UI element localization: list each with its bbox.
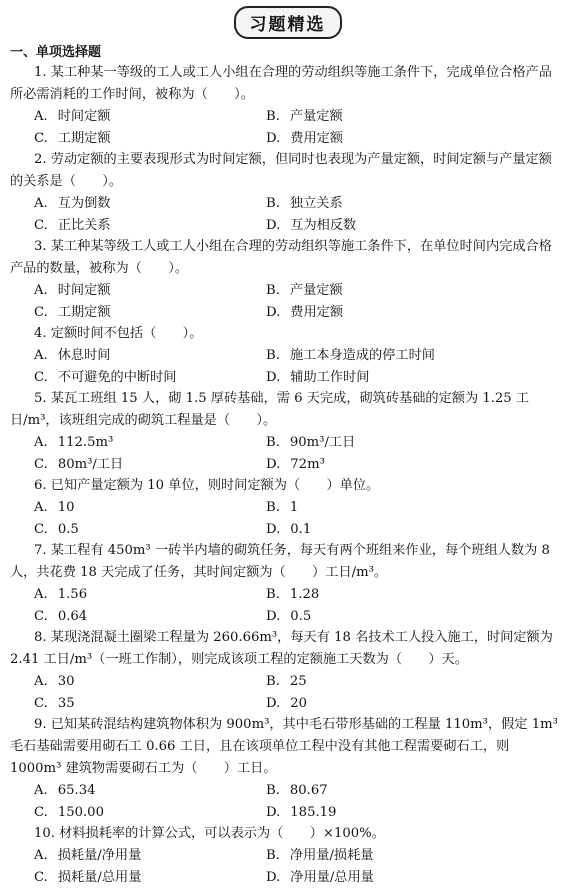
option-text: 0.64 [58, 609, 87, 624]
option-text: 35 [58, 696, 75, 711]
option-text: 工期定额 [58, 305, 111, 320]
question-item [10, 627, 561, 714]
option-letter: D. [266, 457, 280, 472]
option-letter: B. [266, 435, 280, 450]
option-text: 施工本身造成的停工时间 [290, 348, 435, 363]
answer-option [266, 106, 561, 128]
option-text: 65.34 [58, 783, 96, 798]
option-letter: B. [266, 848, 280, 863]
option-letter: D. [266, 305, 280, 320]
option-text: 互为倒数 [58, 196, 111, 211]
option-text: 0.5 [58, 522, 79, 537]
question-stem: 5. 某瓦工班组 15 人，砌 1.5 厚砖基础，需 6 天完成，砌筑砖基础的定额为 1.25 工日/m³，该班组完成的砌筑工程量是（ ）。 [10, 388, 561, 432]
option-text: 25 [290, 674, 307, 689]
option-letter: C. [34, 696, 48, 711]
option-text: 产量定额 [290, 283, 343, 298]
option-letter: A. [34, 587, 48, 602]
option-text: 时间定额 [58, 283, 111, 298]
option-letter: B. [266, 674, 280, 689]
option-letter: D. [266, 609, 280, 624]
option-grid [10, 432, 561, 475]
question-list [0, 62, 575, 888]
option-grid [10, 780, 561, 823]
option-letter: A. [34, 848, 48, 863]
option-grid [10, 497, 561, 540]
option-grid [10, 193, 561, 236]
option-text: 30 [58, 674, 75, 689]
option-letter: D. [266, 131, 280, 146]
option-letter: A. [34, 283, 48, 298]
option-letter: B. [266, 196, 280, 211]
option-letter: D. [266, 870, 280, 885]
option-letter: C. [34, 305, 48, 320]
question-item [10, 475, 561, 540]
option-text: 不可避免的中断时间 [58, 370, 177, 385]
option-letter: C. [34, 522, 48, 537]
option-letter: A. [34, 500, 48, 515]
answer-option [34, 693, 266, 715]
section-heading: 一、单项选择题 [10, 44, 575, 62]
answer-option [266, 867, 561, 888]
option-letter: C. [34, 870, 48, 885]
option-letter: D. [266, 805, 280, 820]
option-letter: C. [34, 131, 48, 146]
option-text: 80m³/工日 [58, 457, 123, 472]
question-stem: 10. 材料损耗率的计算公式，可以表示为（ ）×100%。 [10, 823, 561, 845]
option-text: 0.5 [290, 609, 311, 624]
question-stem: 4. 定额时间不包括（ ）。 [10, 323, 561, 345]
option-text: 80.67 [290, 783, 328, 798]
answer-option [266, 367, 561, 389]
option-text: 净用量/总用量 [290, 870, 374, 885]
option-text: 185.19 [290, 805, 336, 820]
answer-option [34, 106, 266, 128]
answer-option [266, 497, 561, 519]
question-item [10, 323, 561, 388]
option-text: 净用量/损耗量 [290, 848, 374, 863]
question-stem: 9. 已知某砖混结构建筑物体积为 900m³，其中毛石带形基础的工程量 110m³，假定 1m³ 毛石基础需要用砌石工 0.66 工日，且在该项单位工程中没有其他工程需要砌石工，则 1000m³ 建筑物需要砌石工为（ ）工日。 [10, 714, 561, 780]
answer-option [34, 867, 266, 888]
option-text: 90m³/工日 [290, 435, 355, 450]
title-banner [0, 0, 575, 36]
option-grid [10, 280, 561, 323]
option-text: 损耗量/总用量 [58, 870, 142, 885]
answer-option [34, 367, 266, 389]
answer-option [34, 671, 266, 693]
option-text: 费用定额 [290, 131, 343, 146]
option-grid [10, 845, 561, 888]
option-letter: C. [34, 457, 48, 472]
option-text: 1 [290, 500, 298, 515]
answer-option [34, 519, 266, 541]
answer-option [266, 584, 561, 606]
answer-option [266, 693, 561, 715]
option-text: 0.1 [290, 522, 311, 537]
question-item [10, 714, 561, 823]
answer-option [34, 345, 266, 367]
option-text: 工期定额 [58, 131, 111, 146]
answer-option [266, 519, 561, 541]
question-stem: 3. 某工种某等级工人或工人小组在合理的劳动组织等施工条件下，在单位时间内完成合格产品的数量，被称为（ ）。 [10, 236, 561, 280]
answer-option [34, 584, 266, 606]
option-letter: C. [34, 805, 48, 820]
option-text: 休息时间 [58, 348, 111, 363]
option-grid [10, 584, 561, 627]
option-text: 正比关系 [58, 218, 111, 233]
answer-option [266, 280, 561, 302]
option-text: 产量定额 [290, 109, 343, 124]
answer-option [34, 280, 266, 302]
answer-option [34, 215, 266, 237]
option-grid [10, 671, 561, 714]
option-text: 损耗量/净用量 [58, 848, 142, 863]
option-letter: A. [34, 435, 48, 450]
option-letter: B. [266, 109, 280, 124]
option-letter: B. [266, 500, 280, 515]
option-letter: D. [266, 218, 280, 233]
answer-option [266, 454, 561, 476]
option-letter: A. [34, 196, 48, 211]
answer-option [266, 128, 561, 150]
question-item [10, 149, 561, 236]
option-text: 费用定额 [290, 305, 343, 320]
answer-option [266, 193, 561, 215]
option-letter: B. [266, 587, 280, 602]
option-text: 1.56 [58, 587, 87, 602]
answer-option [266, 432, 561, 454]
answer-option [34, 128, 266, 150]
option-letter: A. [34, 674, 48, 689]
question-item [10, 540, 561, 627]
option-letter: D. [266, 522, 280, 537]
page-title: 习题精选 [234, 6, 342, 39]
option-text: 20 [290, 696, 307, 711]
option-grid [10, 345, 561, 388]
answer-option [34, 432, 266, 454]
answer-option [266, 671, 561, 693]
option-letter: D. [266, 370, 280, 385]
answer-option [34, 606, 266, 628]
option-letter: A. [34, 348, 48, 363]
option-letter: C. [34, 609, 48, 624]
question-item [10, 388, 561, 475]
question-item [10, 236, 561, 323]
answer-option [34, 193, 266, 215]
answer-option [266, 302, 561, 324]
answer-option [34, 454, 266, 476]
answer-option [266, 215, 561, 237]
answer-option [34, 802, 266, 824]
question-item [10, 823, 561, 888]
answer-option [266, 845, 561, 867]
question-stem: 7. 某工程有 450m³ 一砖半内墙的砌筑任务，每天有两个班组来作业，每个班组人数为 8 人，共花费 18 天完成了任务，其时间定额为（ ）工日/m³。 [10, 540, 561, 584]
option-letter: B. [266, 348, 280, 363]
option-letter: A. [34, 109, 48, 124]
option-text: 互为相反数 [290, 218, 356, 233]
option-text: 1.28 [290, 587, 319, 602]
option-text: 112.5m³ [58, 435, 114, 450]
option-grid [10, 106, 561, 149]
answer-option [34, 497, 266, 519]
question-stem: 1. 某工种某一等级的工人或工人小组在合理的劳动组织等施工条件下，完成单位合格产品所必需消耗的工作时间，被称为（ ）。 [10, 62, 561, 106]
option-letter: C. [34, 370, 48, 385]
option-text: 独立关系 [290, 196, 343, 211]
option-letter: A. [34, 783, 48, 798]
option-letter: B. [266, 783, 280, 798]
option-text: 时间定额 [58, 109, 111, 124]
answer-option [34, 845, 266, 867]
option-text: 辅助工作时间 [290, 370, 369, 385]
answer-option [266, 780, 561, 802]
option-text: 72m³ [290, 457, 325, 472]
question-stem: 8. 某现浇混凝土圈梁工程量为 260.66m³，每天有 18 名技术工人投入施工，时间定额为 2.41 工日/m³（一班工作制），则完成该项工程的定额施工天数为（ ）天。 [10, 627, 561, 671]
question-stem: 2. 劳动定额的主要表现形式为时间定额，但同时也表现为产量定额，时间定额与产量定额的关系是（ ）。 [10, 149, 561, 193]
answer-option [266, 606, 561, 628]
option-letter: C. [34, 218, 48, 233]
answer-option [34, 780, 266, 802]
question-stem: 6. 已知产量定额为 10 单位，则时间定额为（ ）单位。 [10, 475, 561, 497]
question-item [10, 62, 561, 149]
answer-option [34, 302, 266, 324]
option-letter: D. [266, 696, 280, 711]
option-text: 10 [58, 500, 75, 515]
answer-option [266, 345, 561, 367]
option-letter: B. [266, 283, 280, 298]
option-text: 150.00 [58, 805, 104, 820]
answer-option [266, 802, 561, 824]
